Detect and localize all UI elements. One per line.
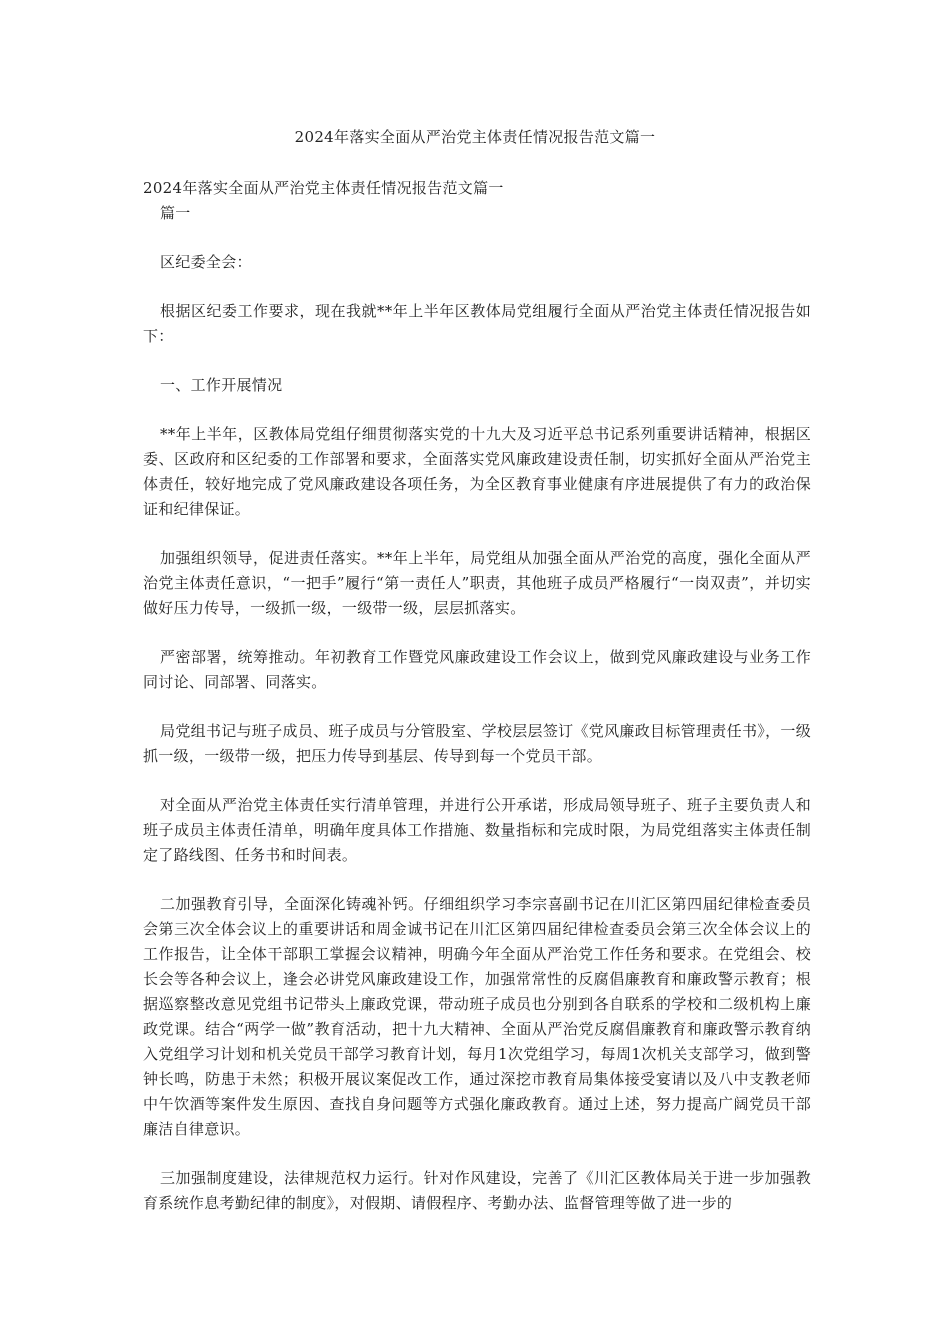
- paragraph: **年上半年，区教体局党组仔细贯彻落实党的十九大及习近平总书记系列重要讲话精神，根据区委、区政府和区纪委的工作部署和要求，全面落实党风廉政建设责任制，切实抓好全面从严治党主体责任，较好地完成了党风廉政建设各项任务，为全区教育事业健康有序进展提供了有力的政治保证和纪律保证。: [143, 425, 811, 518]
- document-heading: 2024年落实全面从严治党主体责任情况报告范文篇一: [143, 179, 504, 197]
- paragraph: 严密部署，统筹推动。年初教育工作暨党风廉政建设工作会议上，做到党风廉政建设与业务工作同讨论、同部署、同落实。: [143, 648, 811, 691]
- document-body: [143, 176, 811, 1216]
- part-label: 篇一: [160, 204, 191, 222]
- paragraph: 局党组书记与班子成员、班子成员与分管股室、学校层层签订《党风廉政目标管理责任书》，一级抓一级，一级带一级，把压力传导到基层、传导到每一个党员干部。: [143, 722, 811, 765]
- paragraph: 二加强教育引导，全面深化铸魂补钙。仔细组织学习李宗喜副书记在川汇区第四届纪律检查委员会第三次全体会议上的重要讲话和周金诚书记在川汇区第四届纪律检查委员会第三次全体会议上的工作报告，让全体干部职工掌握会议精神，明确今年全面从严治党工作任务和要求。在党组会、校长会等各种会议上，逢会必讲党风廉政建设工作，加强常常性的反腐倡廉教育和廉政警示教育；根据巡察整改意见党组书记带头上廉政党课，带动班子成员也分别到各自联系的学校和二级机构上廉政党课。结合“两学一做”教育活动，把十九大精神、全面从严治党反腐倡廉教育和廉政警示教育纳入党组学习计划和机关党员干部学习教育计划，每月1次党组学习，每周1次机关支部学习，做到警钟长鸣，防患于未然；积极开展议案促改工作，通过深挖市教育局集体接受宴请以及八中支教老师中午饮酒等案件发生原因、查找自身问题等方式强化廉政教育。通过上述，努力提高广阔党员干部廉洁自律意识。: [143, 895, 811, 1138]
- paragraph: 三加强制度建设，法律规范权力运行。针对作风建设，完善了《川汇区教体局关于进一步加强教育系统作息考勤纪律的制度》，对假期、请假程序、考勤办法、监督管理等做了进一步的: [143, 1169, 811, 1212]
- document-title: 2024年落实全面从严治党主体责任情况报告范文篇一: [294, 128, 656, 146]
- section-heading: 一、工作开展情况: [160, 376, 283, 394]
- salutation: 区纪委全会：: [160, 253, 252, 271]
- paragraph: 根据区纪委工作要求，现在我就**年上半年区教体局党组履行全面从严治党主体责任情况报告如下：: [143, 302, 811, 345]
- paragraph: 加强组织领导，促进责任落实。**年上半年，局党组从加强全面从严治党的高度，强化全面从严治党主体责任意识，“一把手”履行“第一责任人”职责，其他班子成员严格履行“一岗双责”，并切实做好压力传导，一级抓一级，一级带一级，层层抓落实。: [143, 549, 811, 617]
- paragraph: 对全面从严治党主体责任实行清单管理，并进行公开承诺，形成局领导班子、班子主要负责人和班子成员主体责任清单，明确年度具体工作措施、数量指标和完成时限，为局党组落实主体责任制定了路线图、任务书和时间表。: [143, 796, 811, 864]
